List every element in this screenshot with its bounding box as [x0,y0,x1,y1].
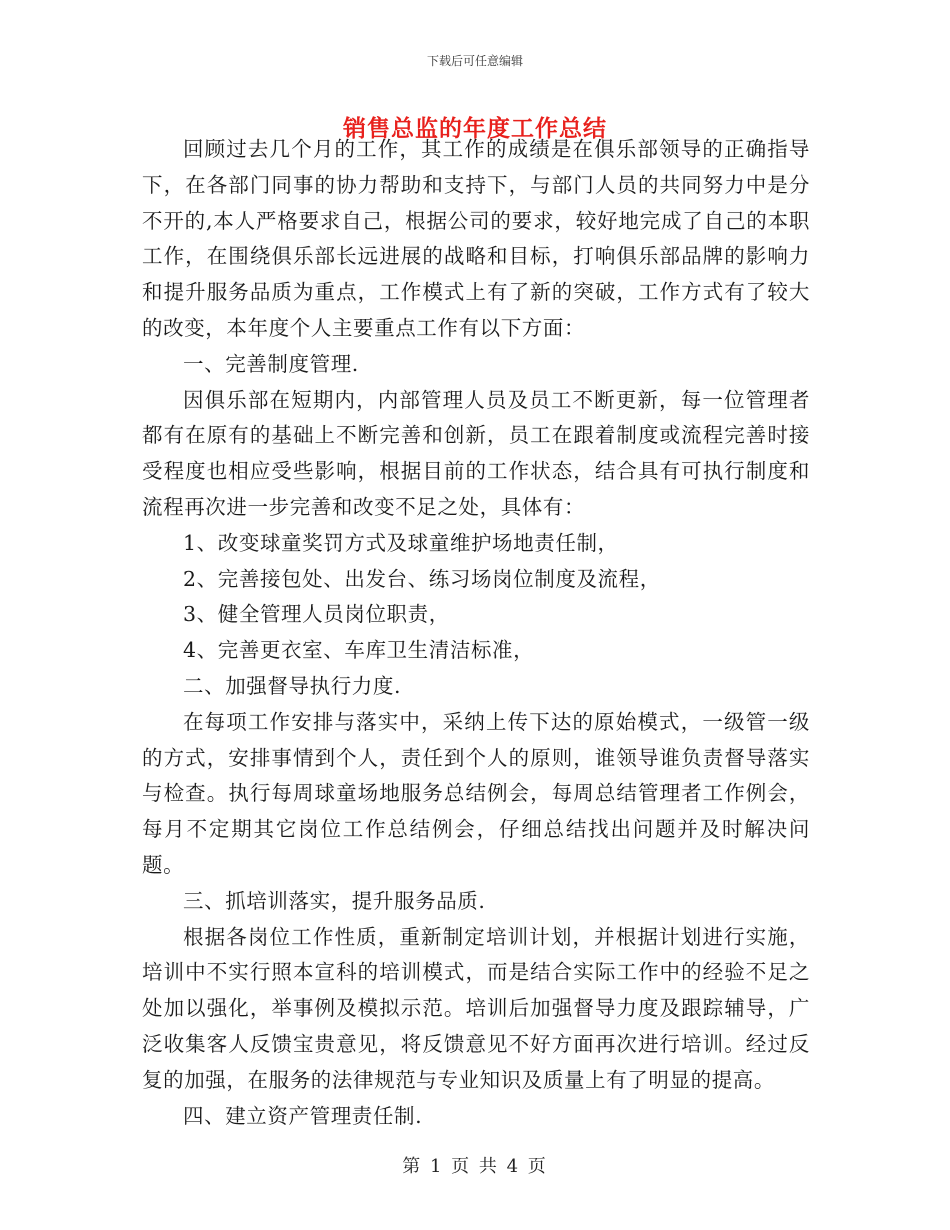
list-item-1: 1、改变球童奖罚方式及球童维护场地责任制， [183,530,619,555]
section-heading-3: 三、抓培训落实，提升服务品质. [183,888,486,913]
list-item-3: 3、健全管理人员岗位职责， [183,602,450,627]
page-number-footer: 第 1 页 共 4 页 [402,1156,548,1177]
intro-paragraph: 回顾过去几个月的工作，其工作的成绩是在俱乐部领导的正确指导下，在各部门同事的协力帮助和支持下，与部门人员的共同努力中是分不开的,本人严格要求自己，根据公司的要求，较好地完成了自己的本职工作，在围绕俱乐部长远进展的战略和目标，打响俱乐部品牌的影响力和提升服务品质为重点，工作模式上有了新的突破，工作方式有了较大的改变，本年度个人主要重点工作有以下方面： [142,137,810,340]
list-item-2: 2、完善接包处、出发台、练习场岗位制度及流程， [183,566,661,591]
section-heading-4: 四、建立资产管理责任制. [183,1103,423,1128]
section-3-paragraph: 根据各岗位工作性质，重新制定培训计划，并根据计划进行实施，培训中不实行照本宣科的培训模式，而是结合实际工作中的经验不足之处加以强化，举事例及模拟示范。培训后加强督导力度及跟踪辅导，广泛收集客人反馈宝贵意见，将反馈意见不好方面再次进行培训。经过反复的加强，在服务的法律规范与专业知识及质量上有了明显的提高。 [142,924,810,1092]
section-heading-1: 一、完善制度管理. [183,351,359,376]
section-2-paragraph: 在每项工作安排与落实中，采纳上传下达的原始模式，一级管一级的方式，安排事情到个人，责任到个人的原则，谁领导谁负责督导落实与检查。执行每周球童场地服务总结例会，每周总结管理者工作例会，每月不定期其它岗位工作总结例会，仔细总结找出问题并及时解决问题。 [142,709,810,877]
section-heading-2: 二、加强督导执行力度. [183,673,402,698]
page-header-note: 下载后可任意编辑 [426,54,523,68]
document-title: 销售总监的年度工作总结 [343,115,607,142]
section-1-paragraph: 因俱乐部在短期内，内部管理人员及员工不断更新，每一位管理者都有在原有的基础上不断完善和创新，员工在跟着制度或流程完善时接受程度也相应受些影响，根据目前的工作状态，结合具有可执行制度和流程再次进一步完善和改变不足之处，具体有： [142,387,810,519]
document-body [142,132,810,1134]
list-item-4: 4、完善更衣室、车库卫生清洁标准， [183,638,535,663]
